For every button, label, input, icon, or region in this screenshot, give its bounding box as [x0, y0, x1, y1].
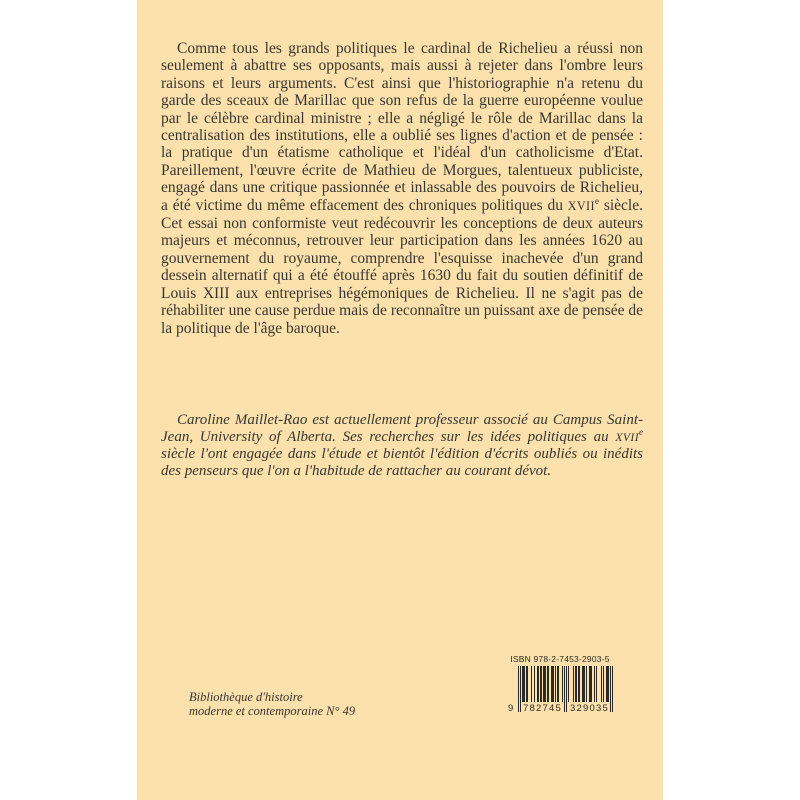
synopsis-text: Comme tous les grands politiques le cardinal de Richelieu a réussi non seulement à abattre ses opposants, mais aussi à rejeter dans l'ombre leurs raisons et leurs arguments. C'est ainsi que l'historiographie n'a retenu du garde des sceaux de Marillac que son refus de la guerre européenne voulue par le célèbre cardinal ministre ; elle a négligé le rôle de Marillac dans la centralisation des institutions, elle a oublié ses lignes d'action et de pensée : la pratique d'un étatisme catholique et l'idéal d'un catholicisme d'Etat. Pareillement, l'œuvre écrite de Mathieu de Morgues, talentueux publiciste, engagé dans une critique passionnée et inlassable des pouvoirs de Richelieu, a été victime du même effacement des chroniques politiques du XVIIe siècle. Cet essai non conformiste veut redécouvrir les conceptions de deux auteurs majeurs et méconnus, retrouver leur participation dans les années 1620 au gouvernement du royaume, comprendre l'esquisse inachevée d'un grand dessein alternatif qui a été étouffé après 1630 du fait du soutien définitif de Louis XIII aux entreprises hégémoniques de Richelieu. Il ne s'agit pas de réhabiliter une cause perdue mais de reconnaître un puissant axe de pensée de la politique de l'âge baroque.	[161, 40, 644, 337]
ean13-barcode	[508, 666, 613, 716]
barcode	[508, 654, 614, 716]
series-line1: Bibliothèque d'histoire	[189, 690, 303, 704]
book-back-cover	[137, 0, 663, 800]
series-line2: moderne et contemporaine N° 49	[189, 703, 356, 718]
ean-digit-left-group: 782745	[523, 702, 562, 714]
ean-digit-lead: 9	[508, 702, 515, 714]
isbn-label: ISBN 978-2-7453-2903-5	[510, 654, 610, 664]
author-bio-text: Caroline Maillet-Rao est actuellement professeur associé au Campus Saint-Jean, University of Alberta. Ses recherches sur les idées politiques au XVIIe siècle l'ont engagée dans l'étude et bientôt l'édition d'écrits oubliés ou inédits des penseurs que l'on a l'habitude de rattacher au courant dévot.	[161, 412, 643, 479]
ean-digit-right-group: 329035	[570, 702, 609, 714]
series-note	[189, 691, 355, 719]
